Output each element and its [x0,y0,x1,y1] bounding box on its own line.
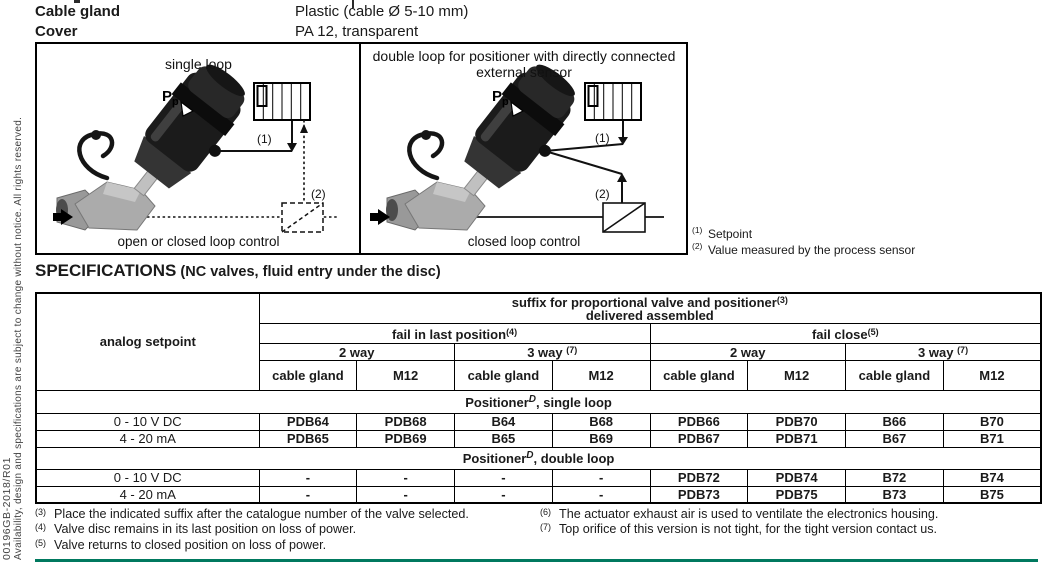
suffix-code: - [552,469,650,486]
ref-2-label: (2) [595,187,610,201]
suffix-code: PDB65 [259,430,357,447]
suffix-code: B70 [943,413,1041,430]
ref-1-label: (1) [595,131,610,145]
suffix-code: B64 [455,413,553,430]
suffix-code: B69 [552,430,650,447]
suffix-code: - [357,469,455,486]
spec-label: Cover [35,23,78,40]
row-label: 0 - 10 V DC [36,413,259,430]
connector-header: M12 [552,360,650,390]
footnotes-left: $^{(3)}$ Place the indicated suffix after the catalogue number of the valve selected. $^{(4)}$ Valve disc remains in its last position on loss of power. $^{(5)}$ Valve returns to closed position on loss of power. [35,507,469,552]
suffix-code: - [357,486,455,503]
row-label: 0 - 10 V DC [36,469,259,486]
left-panel-title: single loop [165,56,232,72]
suffix-code: B71 [943,430,1041,447]
suffix-code: PDB71 [748,430,846,447]
suffix-code: PDB74 [748,469,846,486]
row-label: 4 - 20 mA [36,430,259,447]
connector-header: cable gland [259,360,357,390]
ref-1-label: (1) [257,132,272,146]
suffix-code: B67 [846,430,944,447]
spec-label: Cable gland [35,3,121,20]
suffix-code: - [455,486,553,503]
connector-header: M12 [357,360,455,390]
suffix-code: B72 [846,469,944,486]
suffix-code: PDB70 [748,413,846,430]
pilot-pressure-label: $P_p$ [162,88,179,108]
connector-header: cable gland [650,360,748,390]
suffix-header: suffix for proportional valve and positioner$^{(3)}$ delivered assembled [259,293,1041,323]
suffix-code: - [455,469,553,486]
suffix-code: PDB72 [650,469,748,486]
suffix-code: - [552,486,650,503]
right-panel-title: double loop for positioner with directly connected external sensor [372,48,676,80]
suffix-code: B65 [455,430,553,447]
suffix-code: PDB66 [650,413,748,430]
connector-header: M12 [748,360,846,390]
suffix-code: PDB69 [357,430,455,447]
spec-value: Plastic (cable Ø 5-10 mm) [295,3,469,20]
suffix-code: - [259,469,357,486]
valve-photo [386,54,592,230]
section-positioner-single-loop: Positioner$^D$, single loop [36,390,1041,413]
analog-setpoint-header: analog setpoint [36,293,259,390]
ref-2-label: (2) [311,187,326,201]
pilot-pressure-label: $P_p$ [492,88,509,108]
fail-in-last-position-header: fail in last position$^{(4)}$ [259,323,650,343]
suffix-code: PDB64 [259,413,357,430]
table-row [36,469,1041,486]
spec-row-cable-gland [35,3,468,20]
connector-header: cable gland [455,360,553,390]
diagram-note-measured: $^{(2)}$ Value measured by the process sensor [692,241,916,257]
section-positioner-double-loop: Positioner$^D$, double loop [36,447,1041,469]
suffix-code: B75 [943,486,1041,503]
row-label: 4 - 20 mA [36,486,259,503]
connector-header: cable gland [846,360,944,390]
sensor-feedback-arrow [617,173,627,182]
spec-row-cover [35,23,418,40]
way-header: 3 way $^{(7)}$ [846,343,1042,360]
way-header: 2 way [650,343,846,360]
suffix-code: PDB68 [357,413,455,430]
footnotes-right: $^{(6)}$ The actuator exhaust air is used to ventilate the electronics housing. $^{(7)}$ Top orifice of this version is not tight, for the tight version contact us. [540,507,939,537]
fail-close-header: fail close$^{(5)}$ [650,323,1041,343]
feedback-arrow [300,124,308,133]
disclaimer-vertical: Availability, design and specifications are subject to change without notice. All rights reserved. [13,116,24,560]
footer-accent-rule [35,559,1038,562]
suffix-code: B68 [552,413,650,430]
table-row [36,486,1041,503]
specifications-heading: SPECIFICATIONS (NC valves, fluid entry under the disc) [35,261,441,280]
way-header: 3 way $^{(7)}$ [455,343,651,360]
plc-controller-icon [585,83,641,120]
valve-photo [56,54,262,230]
suffix-code: B74 [943,469,1041,486]
suffix-code: B66 [846,413,944,430]
plc-controller-icon [254,83,310,120]
connector-header: M12 [943,360,1041,390]
diagram-note-setpoint: $^{(1)}$ Setpoint [692,225,753,241]
table-row [36,413,1041,430]
table-row [36,430,1041,447]
suffix-code: PDB75 [748,486,846,503]
specifications-table [35,292,1042,504]
left-panel-caption: open or closed loop control [117,234,280,249]
right-panel-caption: closed loop control [467,234,581,249]
document-reference-vertical: 00196GB-2018/R01 [1,456,13,560]
way-header: 2 way [259,343,455,360]
suffix-code: PDB73 [650,486,748,503]
suffix-code: PDB67 [650,430,748,447]
spec-value: PA 12, transparent [295,23,419,40]
suffix-code: - [259,486,357,503]
loop-diagrams-box [35,42,688,255]
suffix-code: B73 [846,486,944,503]
